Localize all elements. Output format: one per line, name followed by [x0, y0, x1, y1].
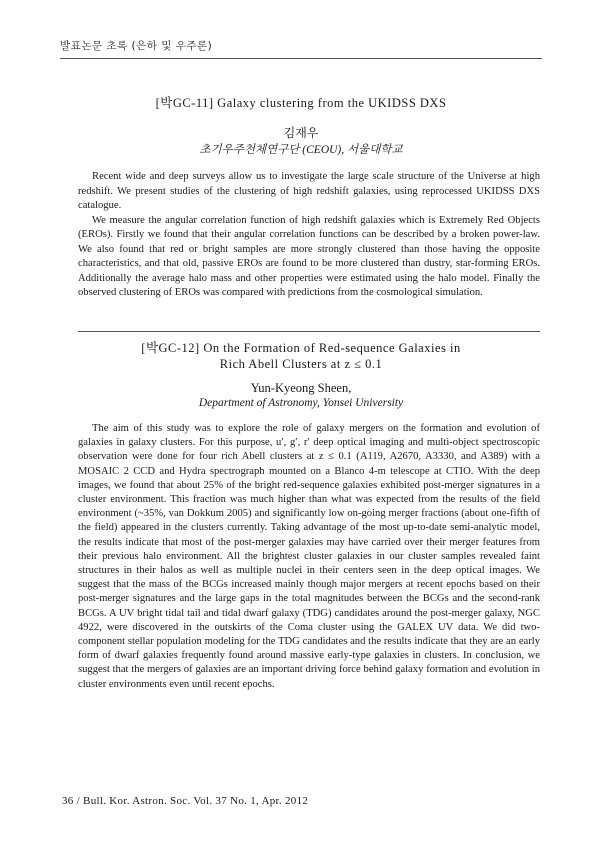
abstract-1-paragraph: Recent wide and deep surveys allow us to investigate the large scale structure of the Universe at high redshift. We present studies of the clustering of high redshift galaxies, using reprocessed UKIDSS DXS catalogue.: [78, 171, 540, 211]
abstract-1-affiliation: 초기우주천체연구단 (CEOU), 서울대학교: [199, 144, 403, 156]
header-rule: [60, 58, 542, 59]
abstract-1-title: [박GC-11] Galaxy clustering from the UKIDSS DXS: [155, 96, 447, 110]
abstract-2-body: [78, 422, 540, 692]
page-footer-citation: 36 / Bull. Kor. Astron. Soc. Vol. 37 No. 1, Apr. 2012: [62, 795, 309, 807]
abstract-1-paragraph: We measure the angular correlation function of high redshift galaxies which is Extremely Red Objects (EROs). Firstly we found that their angular correlation functions can be described by a broken power-law. We also found that red or bright samples are more strongly clustered than those having the opposite characteristics, and that old, passive EROs are found to be more clustered than dustry, star-forming EROs. Additionally the average halo mass and other properties were estimated using the halo model. Finally the observed clustering of EROs was compared with predictions from the cosmological simulation.: [78, 214, 540, 298]
abstract-1-body: [78, 170, 540, 301]
abstract-2-title: [60, 340, 542, 372]
abstract-2-author: Yun-Kyeong Sheen,: [250, 381, 352, 395]
abstract-2-title-line-1: [박GC-12] On the Formation of Red-sequence Galaxies in: [141, 341, 461, 355]
abstract-2-title-line-2: Rich Abell Clusters at z ≤ 0.1: [219, 357, 383, 371]
running-head: 발표논문 초록 (은하 및 우주론): [60, 40, 213, 52]
abstract-2-paragraph: The aim of this study was to explore the role of galaxy mergers on the formation and evolution of galaxies in galaxy clusters. For this purpose, u′, g′, r′ deep optical imaging and multi-object spectroscopic observation were done for four rich Abell clusters at z ≤ 0.1 (A119, A2670, A3330, and A389) with a MOSAIC 2 CCD and Hydra spectrograph mounted on a Blanco 4-m telescope at CTIO. With the deep images, we found that about 25% of the bright red-sequence galaxies exhibited post-merger signatures in a cluster environment. This fraction was much higher than what was expected from the results of the field environment (~35%, van Dokkum 2005) and significantly low on-going merger fractions (about one-fifth of the field) appeared in the clusters currently. Taking advantage of the most up-to-date semi-analytic model, the results indicate that most of the post-merger galaxies may have carried over their merger features from their previous halo environment. All the brightest cluster galaxies in our cluster samples revealed faint structures in their halos as well as multiple nuclei in their centers seen in the deep optical images. We suggest that the mass of the BCGs increased mainly though major mergers at recent epochs based on their post-merger signatures and the large gaps in the total magnitudes between the BCGs and the second-rank BCGs. A UV bright tidal tail and tidal dwarf galaxy (TDG) candidates around the post-merger galaxy, NGC 4922, were discovered in the outskirts of the Coma cluster using the GALEX UV data. We did two-component stellar population modeling for the TDG candidates and the results indicate that they are an early form of dwarf galaxies frequently found around massive early-type galaxies in clusters. In conclusion, we suggest that the mergers of galaxies are an important driving force behind galaxy formation and evolution in cluster environments even until recent epochs.: [78, 423, 540, 690]
abstract-1-author: 김재우: [283, 126, 319, 140]
abstract-2-affiliation: Department of Astronomy, Yonsei University: [198, 397, 404, 409]
abstract-separator: [78, 331, 540, 332]
